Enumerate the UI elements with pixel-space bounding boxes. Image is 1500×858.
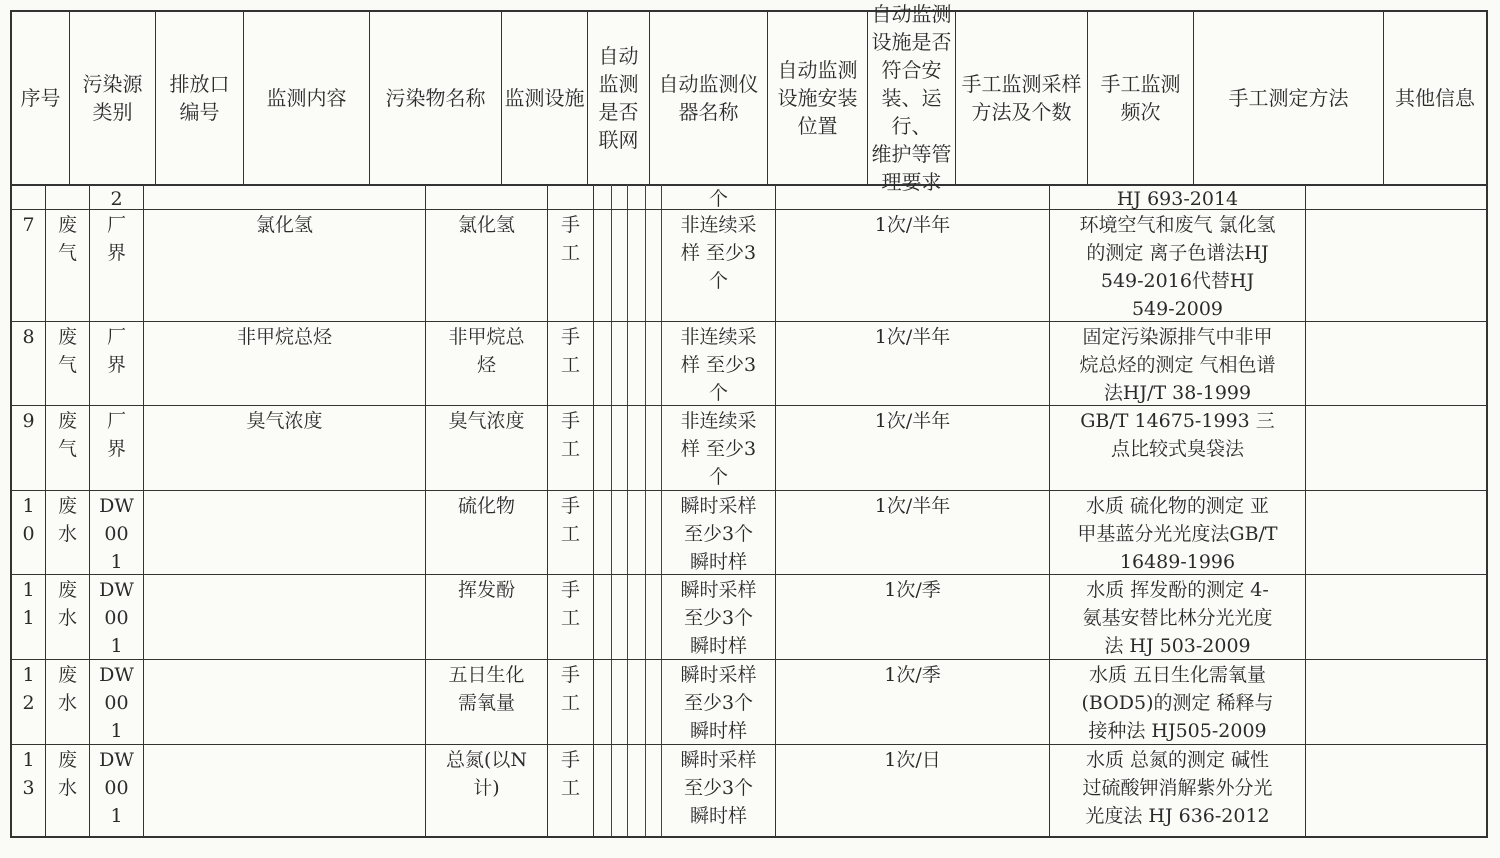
cell-other [1306,210,1486,321]
cell-pollutant: 总氮(以N 计) [426,745,548,836]
cell-pollutant: 硫化物 [426,491,548,574]
cell-type: 废 气 [46,406,90,490]
cell-sampling: 非连续采 样 至少3 个 [662,406,776,490]
cell-empty [612,745,628,836]
cell-empty [594,322,612,405]
cell-other [1306,322,1486,405]
cell-empty [646,210,662,321]
cell-sampling: 瞬时采样 至少3个 瞬时样 [662,575,776,659]
cell-seq: 1 0 [12,491,46,574]
cell-content [144,184,426,209]
cell-empty [594,406,612,490]
cell-method: GB/T 14675-1993 三 点比较式臭袋法 [1050,406,1306,490]
header-monitor-facility: 监测设施 [502,12,588,184]
cell-empty [612,406,628,490]
cell-other [1306,491,1486,574]
cell-empty [612,660,628,744]
header-other-info: 其他信息 [1395,86,1475,110]
header-manual-method: 手工测定方法 [1194,12,1384,184]
table-row [12,322,1486,406]
cell-pollutant: 挥发酚 [426,575,548,659]
cell-type: 废 气 [46,210,90,321]
cell-empty [594,745,612,836]
cell-freq [776,184,1050,209]
cell-method: 水质 挥发酚的测定 4- 氨基安替比林分光光度 法 HJ 503-2009 [1050,575,1306,659]
table-row [12,575,1486,660]
header-monitor-content: 监测内容 [244,12,370,184]
cell-content [144,575,426,659]
cell-outlet: 厂 界 [90,322,144,405]
cell-empty [628,322,646,405]
cell-facility: 手 工 [548,575,594,659]
cell-empty [594,575,612,659]
header-auto-compliance: 自动监测 设施是否 符合安 装、运行、 维护等管 理要求 [868,12,956,184]
cell-empty [628,745,646,836]
cell-empty [612,184,628,209]
cell-other [1306,184,1486,209]
cell-freq: 1次/半年 [776,322,1050,405]
cell-empty [646,745,662,836]
cell-empty [628,184,646,209]
cell-pollutant: 五日生化 需氧量 [426,660,548,744]
header-pollutant-name: 污染物名称 [370,12,502,184]
cell-empty [612,575,628,659]
header-source-type: 污染源 类别 [70,12,156,184]
header-seq: 序号 [12,12,70,184]
table-body [12,184,1486,836]
cell-sampling: 瞬时采样 至少3个 瞬时样 [662,745,776,836]
cell-empty [612,210,628,321]
cell-seq: 1 1 [12,575,46,659]
cell-empty [628,210,646,321]
cell-type: 废 水 [46,491,90,574]
cell-method: 水质 五日生化需氧量 (BOD5)的测定 稀释与 接种法 HJ505-2009 [1050,660,1306,744]
cell-empty [594,210,612,321]
cell-type: 废 水 [46,660,90,744]
cell-facility: 手 工 [548,660,594,744]
cell-facility: 手 工 [548,406,594,490]
cell-content [144,745,426,836]
cell-facility: 手 工 [548,322,594,405]
table-row [12,491,1486,575]
cell-empty [646,406,662,490]
cell-empty [594,491,612,574]
header-outlet-id: 排放口 编号 [156,12,244,184]
cell-seq: 9 [12,406,46,490]
cell-freq: 1次/日 [776,745,1050,836]
cell-type: 废 水 [46,745,90,836]
monitoring-table [10,2,1488,838]
cell-other [1306,745,1486,836]
table-header [12,2,1486,194]
header-auto-instrument: 自动监测仪 器名称 [650,12,768,184]
cell-empty [646,184,662,209]
cell-pollutant: 臭气浓度 [426,406,548,490]
cell-other [1306,660,1486,744]
cell-facility: 手 工 [548,210,594,321]
cell-other [1306,575,1486,659]
cell-freq: 1次/半年 [776,210,1050,321]
cell-empty [628,660,646,744]
table-row [12,745,1486,836]
cell-seq: 1 3 [12,745,46,836]
table-row [12,210,1486,322]
cell-seq [12,184,46,209]
cell-freq: 1次/季 [776,660,1050,744]
header-manual-freq: 手工监测 频次 [1088,12,1194,184]
cell-method: 水质 总氮的测定 碱性 过硫酸钾消解紫外分光 光度法 HJ 636-2012 [1050,745,1306,836]
cell-outlet: DW 00 1 [90,491,144,574]
cell-outlet: 厂 界 [90,406,144,490]
cell-seq: 7 [12,210,46,321]
cell-type: 废 气 [46,322,90,405]
cell-empty [628,406,646,490]
cell-content [144,660,426,744]
table-row [12,406,1486,491]
cell-empty [646,322,662,405]
cell-content: 氯化氢 [144,210,426,321]
cell-empty [612,491,628,574]
cell-empty [628,491,646,574]
cell-method: 水质 硫化物的测定 亚 甲基蓝分光光度法GB/T 16489-1996 [1050,491,1306,574]
cell-outlet: DW 00 1 [90,745,144,836]
cell-empty [646,660,662,744]
cell-outlet: DW 00 1 [90,660,144,744]
cell-freq: 1次/半年 [776,491,1050,574]
header-manual-sampling: 手工监测采样 方法及个数 [956,12,1088,184]
cell-pollutant: 氯化氢 [426,210,548,321]
header-auto-location: 自动监测 设施安装 位置 [768,12,868,184]
cell-method: 固定污染源排气中非甲 烷总烃的测定 气相色谱 法HJ/T 38-1999 [1050,322,1306,405]
cell-content [144,491,426,574]
cell-freq: 1次/季 [776,575,1050,659]
cell-empty [594,184,612,209]
cell-type: 废 水 [46,575,90,659]
cell-outlet: 厂 界 [90,210,144,321]
cell-outlet: DW 00 1 [90,575,144,659]
cell-facility: 手 工 [548,491,594,574]
cell-content: 非甲烷总烃 [144,322,426,405]
cell-seq: 8 [12,322,46,405]
cell-other [1306,406,1486,490]
cell-freq: 1次/半年 [776,406,1050,490]
cell-empty [628,575,646,659]
table-row [12,184,1486,210]
cell-type [46,184,90,209]
cell-empty [646,575,662,659]
header-auto-networked: 自动 监测 是否 联网 [588,12,650,184]
cell-empty [646,491,662,574]
cell-outlet: 2 [90,184,144,209]
table-row [12,660,1486,745]
cell-empty [594,660,612,744]
cell-pollutant [426,184,548,209]
cell-sampling: 非连续采 样 至少3 个 [662,210,776,321]
cell-seq: 1 2 [12,660,46,744]
cell-method: 环境空气和废气 氯化氢 的测定 离子色谱法HJ 549-2016代替HJ 549-2009 [1050,210,1306,321]
cell-sampling: 非连续采 样 至少3 个 [662,322,776,405]
cell-sampling: 瞬时采样 至少3个 瞬时样 [662,660,776,744]
cell-method: HJ 693-2014 [1050,184,1306,209]
cell-facility [548,184,594,209]
cell-content: 臭气浓度 [144,406,426,490]
cell-sampling: 个 [662,184,776,209]
cell-sampling: 瞬时采样 至少3个 瞬时样 [662,491,776,574]
cell-pollutant: 非甲烷总 烃 [426,322,548,405]
cell-facility: 手 工 [548,745,594,836]
cell-empty [612,322,628,405]
